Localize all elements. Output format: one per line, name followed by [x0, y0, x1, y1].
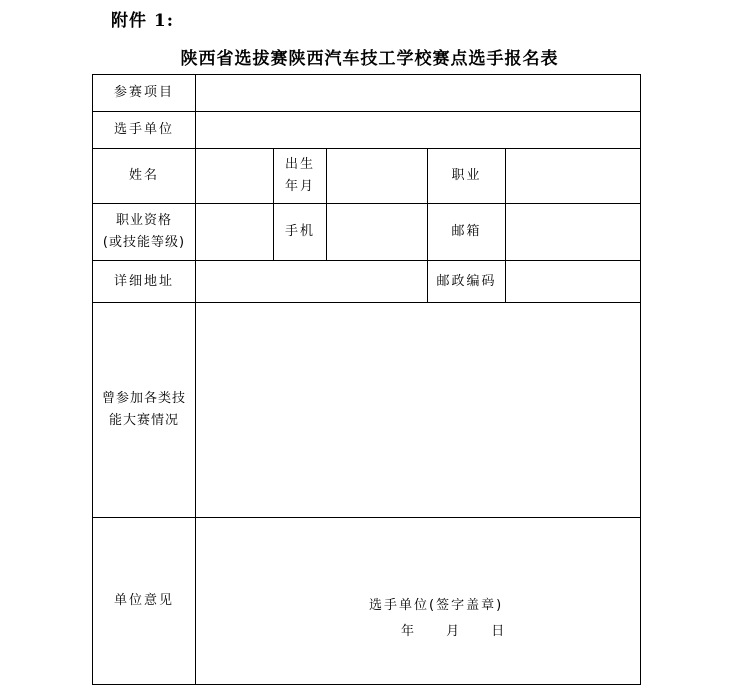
unit-label: 选手单位 — [113, 122, 174, 137]
occupation-field[interactable] — [506, 149, 640, 203]
postcode-field[interactable] — [506, 261, 640, 302]
qualification-field[interactable] — [196, 204, 273, 260]
address-field[interactable] — [196, 261, 427, 302]
competition-item-label: 参赛项目 — [113, 85, 174, 100]
competition-item-field[interactable] — [196, 75, 640, 111]
birth-label-line2: 年月 — [284, 179, 315, 194]
name-field[interactable] — [196, 149, 273, 203]
name-label: 姓名 — [128, 168, 159, 183]
mobile-field[interactable] — [327, 204, 427, 260]
qualification-label-line2: (或技能等级) — [102, 235, 186, 250]
unit-opinion-label: 单位意见 — [113, 593, 174, 608]
email-label: 邮箱 — [451, 224, 482, 239]
unit-field[interactable] — [196, 112, 640, 148]
date-line: 年 月 日 — [401, 624, 507, 639]
competition-history-label-line1: 曾参加各类技 — [101, 391, 186, 406]
attachment-label: 附件 1: — [111, 11, 175, 31]
birth-field[interactable] — [327, 149, 427, 203]
competition-history-label-line2: 能大赛情况 — [108, 413, 179, 428]
postcode-label: 邮政编码 — [436, 273, 497, 289]
competition-history-field[interactable] — [196, 303, 640, 517]
competition-history-label — [93, 303, 195, 517]
mobile-label: 手机 — [284, 224, 315, 239]
birth-label-line1: 出生 — [284, 157, 315, 172]
birth-label — [274, 149, 326, 203]
form-title: 陕西省选拔赛陕西汽车技工学校赛点选手报名表 — [180, 49, 559, 69]
qualification-label-line1: 职业资格 — [115, 213, 172, 228]
occupation-label: 职业 — [451, 168, 482, 183]
qualification-label — [93, 204, 195, 260]
registration-form-table — [92, 74, 641, 685]
email-field[interactable] — [506, 204, 640, 260]
signature-line: 选手单位(签字盖章) — [369, 598, 504, 613]
address-label: 详细地址 — [113, 273, 174, 289]
